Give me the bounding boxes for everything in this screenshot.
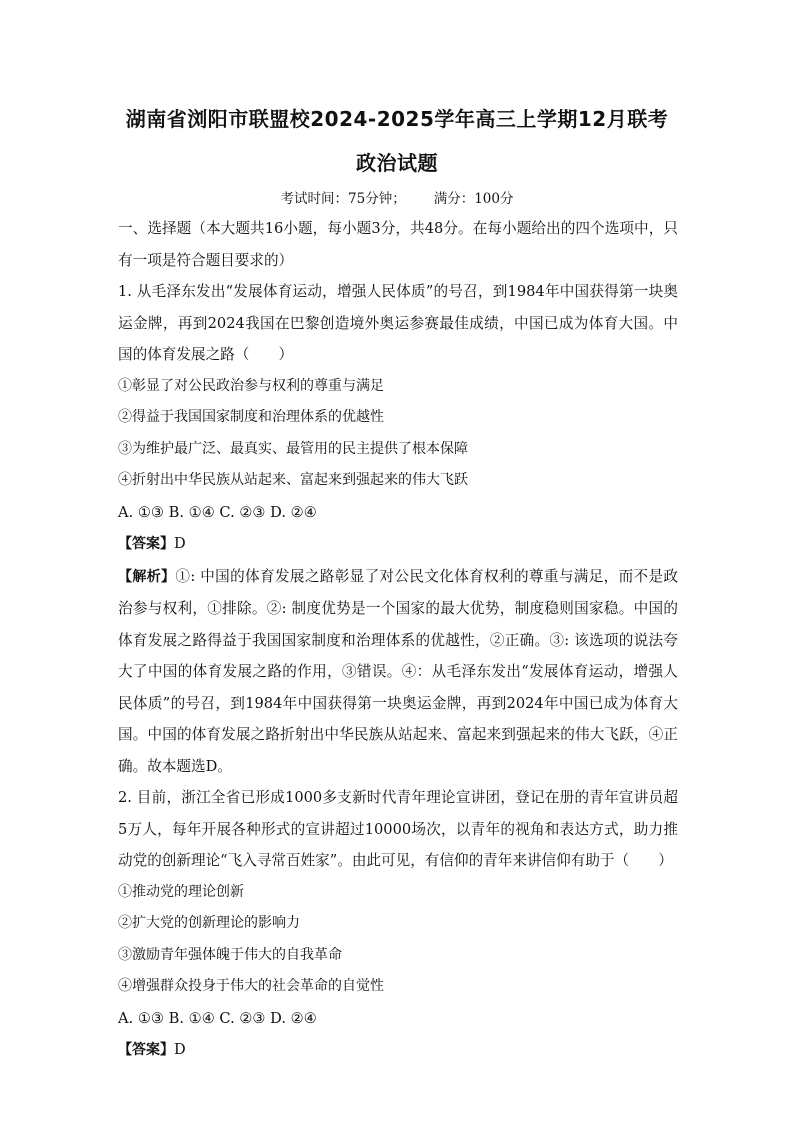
analysis-text: ①: 中国的体育发展之路彰显了对公民文化体育权利的尊重与满足，而不是政治参与权利，①排除。②: 制度优势是一个国家的最大优势，制度稳则国家稳。中国的体育发展之路得益于我国国家制度和治理体系的优越性，②正确。③: 该选项的说法夸大了中国的体育发展之路的作用，③错误。④：从毛泽东发出“发展体育运动，增强人民体质”的号召，到1984年中国获得第一块奥运金牌，再到2024年中国已成为体育大国。中国的体育发展之路折射出中华民族从站起来、富起来到强起来的伟大飞跃，④正确。故本题选D。 [118,567,678,775]
question-2-stem: 2. 目前，浙江全省已形成1000多支新时代青年理论宣讲团，登记在册的青年宣讲员超5万人，每年开展各种形式的宣讲超过10000场次，以青年的视角和表达方式，助力推动党的创新理论“飞入寻常百姓家”。由此可见，有信仰的青年来讲信仰有助于（ ） [118,789,678,869]
exam-time: 考试时间：75分钟； [280,191,406,207]
question-1-option: ②得益于我国国家制度和治理体系的优越性 [118,409,384,425]
exam-subject: 政治试题 [356,151,438,175]
question-2-option: ④增强群众投身于伟大的社会革命的自觉性 [118,978,384,994]
exam-content [118,213,678,1067]
full-score: 满分：100分 [433,191,514,207]
section-heading: 一、选择题（本大题共16小题，每小题3分，共48分。在每小题给出的四个选项中，只有一项是符合题目要求的） [118,220,678,269]
answer-value: D [174,535,186,552]
answer-value: D [174,1041,186,1058]
exam-title: 湖南省浏阳市联盟校2024-2025学年高三上学期12月联考 [125,107,669,131]
analysis-label: 【解析】 [118,568,176,585]
question-2-answer [118,1034,678,1067]
question-1-option: ③为维护最广泛、最真实、最管用的民主提供了根本保障 [118,440,468,457]
question-2-option: ①推动党的理论创新 [118,883,244,900]
exam-meta [0,187,794,207]
question-2-option: ②扩大党的创新理论的影响力 [118,915,300,931]
question-1-stem: 1. 从毛泽东发出“发展体育运动，增强人民体质”的号召，到1984年中国获得第一块奥运金牌，再到2024我国在巴黎创造境外奥运参赛最佳成绩，中国已成为体育大国。中国的体育发展之路（ ） [118,283,678,363]
answer-label: 【答案】 [118,536,174,552]
question-2-option: ③激励青年强体魄于伟大的自我革命 [118,946,342,963]
question-1-option: ①彰显了对公民政治参与权利的尊重与满足 [118,377,384,394]
answer-label: 【答案】 [118,1042,174,1058]
question-1-answer [118,528,678,561]
question-1-option: ④折射出中华民族从站起来、富起来到强起来的伟大飞跃 [118,472,468,488]
question-1-choices: A. ①③ B. ①④ C. ②③ D. ②④ [118,503,317,521]
question-1-analysis [118,561,678,783]
question-2-choices: A. ①③ B. ①④ C. ②③ D. ②④ [118,1009,317,1027]
